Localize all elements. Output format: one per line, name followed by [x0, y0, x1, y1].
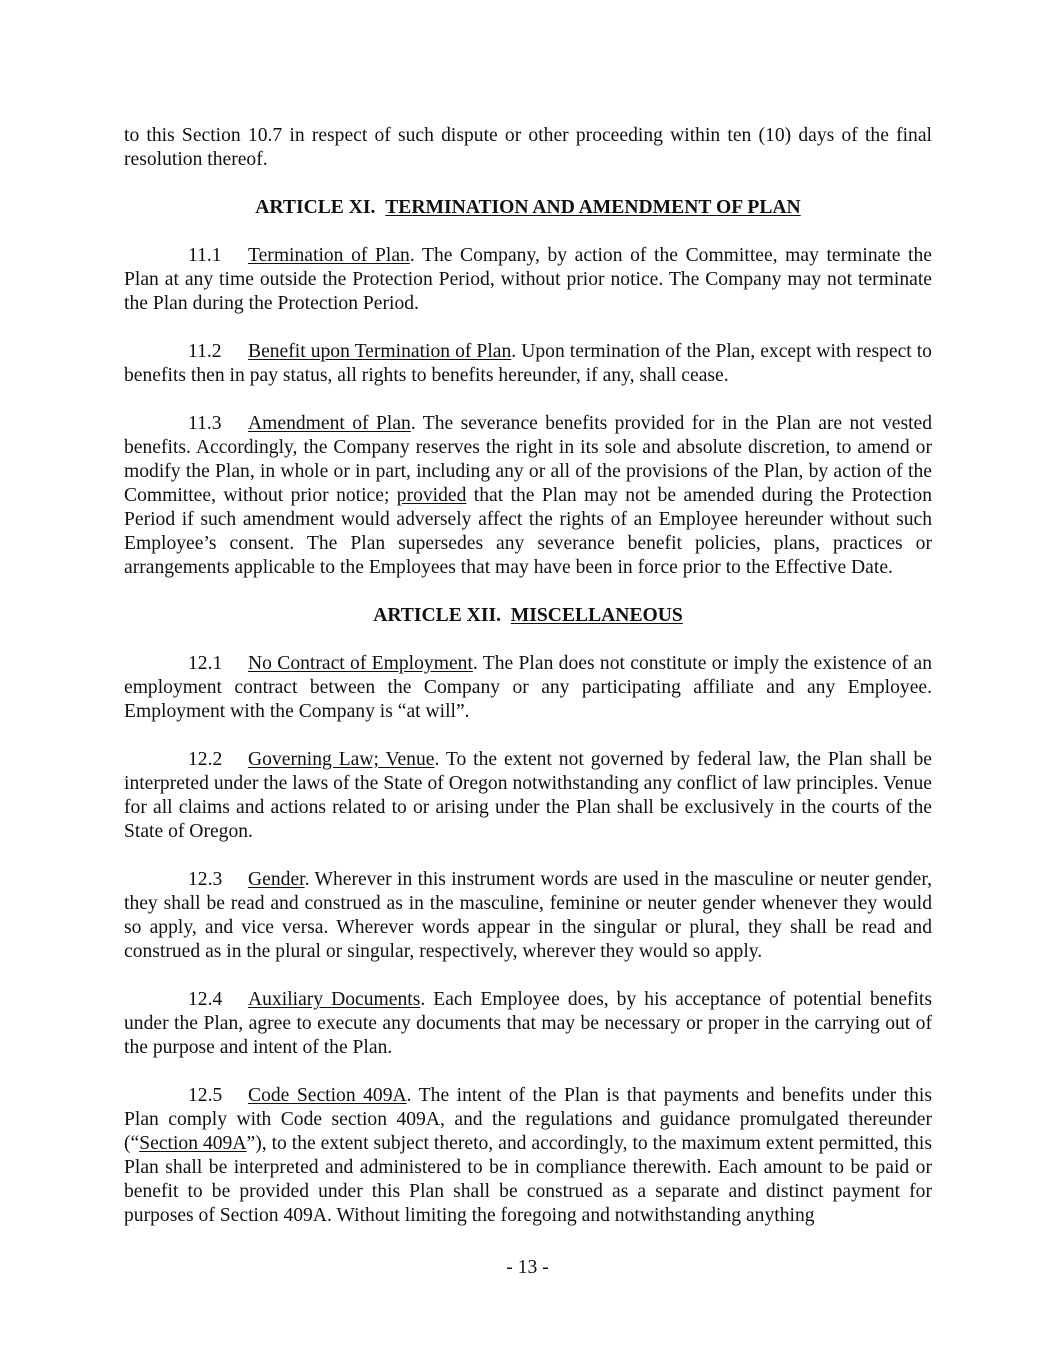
section-text: . To the extent not governed by federal law, the Plan shall be interpreted under the laws of the State of Oregon notwithstanding any conflict of law principles. Venue for all claims and actions related to or arising under the Plan shall be exclusively in the courts of the State of Oregon.: [124, 749, 932, 842]
page-content: [124, 124, 932, 1228]
section-number: 12.4: [188, 989, 223, 1010]
section-title: No Contract of Employment: [248, 653, 473, 674]
section-12-4: [124, 988, 932, 1060]
section-text: . The Plan does not constitute or imply the existence of an employment contract between the Company or any participating affiliate and any Employee. Employment with the Company is “at will”.: [124, 653, 932, 722]
section-title: Governing Law; Venue: [248, 749, 435, 770]
section-12-3: [124, 868, 932, 964]
article-11-title: TERMINATION AND AMENDMENT OF PLAN: [385, 197, 801, 218]
section-title: Amendment of Plan: [248, 413, 411, 434]
section-number: 11.3: [188, 413, 222, 434]
article-12-title: MISCELLANEOUS: [510, 605, 683, 626]
article-12-number: ARTICLE XII.: [373, 605, 501, 626]
section-title: Auxiliary Documents: [248, 989, 421, 1010]
section-text: . The Company, by action of the Committee, may terminate the Plan at any time outside the Protection Period, without prior notice. The Company may not terminate the Plan during the Protection Period.: [124, 245, 932, 314]
section-number: 11.2: [188, 341, 222, 362]
page-number: - 13 -: [506, 1257, 549, 1278]
section-title: Termination of Plan: [248, 245, 410, 266]
section-title: Code Section 409A: [248, 1085, 407, 1106]
section-text: . The severance benefits provided for in the Plan are not vested benefits. Accordingly, the Company reserves the right in its sole and absolute discretion, to amend or modify the Plan, in whole or in part, including any or all of the provisions of the Plan, by action of the Committee, without prior notice;: [124, 413, 933, 506]
section-11-3: [124, 412, 932, 580]
intro-paragraph: to this Section 10.7 in respect of such dispute or other proceeding within ten (10) days of the final resolution thereof.: [124, 125, 932, 170]
section-number: 12.3: [188, 869, 223, 890]
section-number: 12.5: [188, 1085, 223, 1106]
section-12-2: [124, 748, 932, 844]
article-11-number: ARTICLE XI.: [255, 197, 376, 218]
article-11-heading: [124, 196, 932, 220]
section-title: Benefit upon Termination of Plan: [248, 341, 512, 362]
section-number: 12.1: [188, 653, 223, 674]
section-number: 11.1: [188, 245, 222, 266]
section-text: . The intent of the Plan is that payments and benefits under this Plan comply with Code section 409A, and the regulations and guidance promulgated thereunder (“: [124, 1085, 932, 1154]
section-text-continued: ”), to the extent subject thereto, and accordingly, to the maximum extent permitted, this Plan shall be interpreted and administered to be in compliance therewith. Each amount to be paid or benefit to be provided under this Plan shall be construed as a separate and distinct payment for purposes of Section 409A. Without limiting the foregoing and notwithstanding anything: [124, 1133, 932, 1226]
defined-term: Section 409A: [139, 1133, 247, 1154]
section-text: . Each Employee does, by his acceptance of potential benefits under the Plan, agree to execute any documents that may be necessary or proper in the carrying out of the purpose and intent of the Plan.: [124, 989, 932, 1058]
provided-term: provided: [396, 485, 467, 506]
section-12-1: [124, 652, 932, 724]
section-11-1: [124, 244, 932, 316]
article-12-heading: [124, 604, 932, 628]
section-number: 12.2: [188, 749, 223, 770]
section-text: . Upon termination of the Plan, except with respect to benefits then in pay status, all rights to benefits hereunder, if any, shall cease.: [124, 341, 932, 386]
section-11-2: [124, 340, 932, 388]
section-12-5: [124, 1084, 932, 1228]
section-text: . Wherever in this instrument words are used in the masculine or neuter gender, they shall be read and construed as in the masculine, feminine or neuter gender whenever they would so apply, and vice versa. Wherever words appear in the singular or plural, they shall be read and construed as in the plural or singular, respectively, wherever they would so apply.: [124, 869, 932, 962]
section-title: Gender: [248, 869, 305, 890]
section-text-continued: that the Plan may not be amended during the Protection Period if such amendment would adversely affect the rights of an Employee hereunder without such Employee’s consent. The Plan supersedes any severance benefit policies, plans, practices or arrangements applicable to the Employees that may have been in force prior to the Effective Date.: [124, 485, 932, 578]
